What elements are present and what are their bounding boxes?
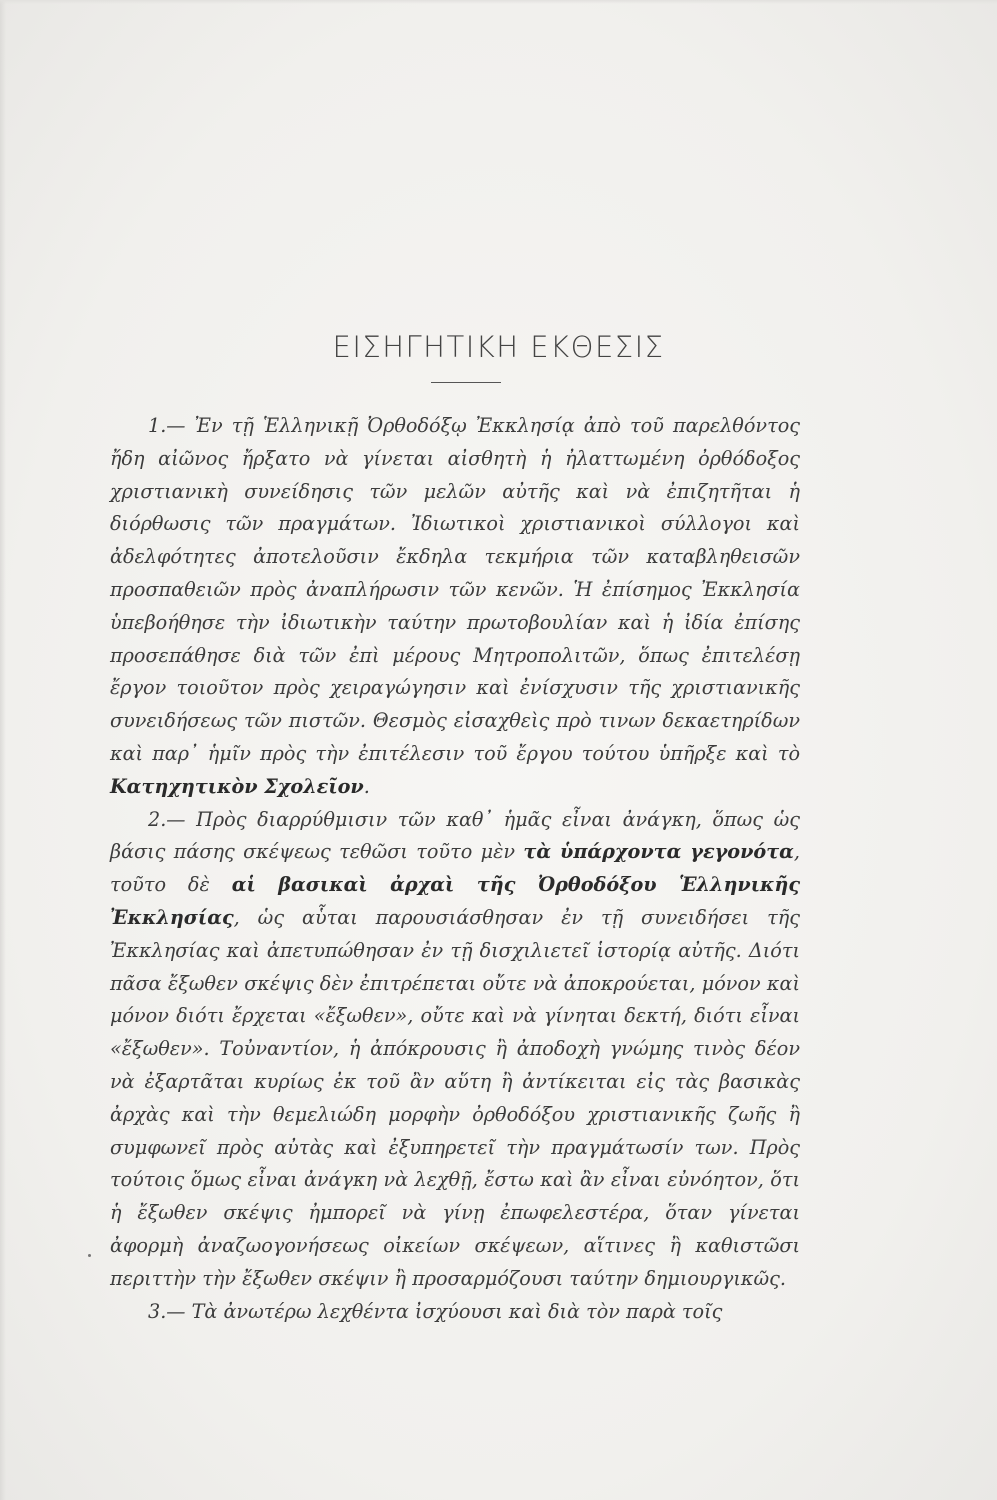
paragraph-2 [110,804,800,1296]
paragraph-text: Τὰ ἀνωτέρω λεχθέντα ἰσχύουσι καὶ διὰ τὸν παρὰ τοῖς [191,1299,723,1323]
paragraph-text: , ὡς αὗται παρουσιάσθησαν ἐν τῇ συνειδήσει τῆς Ἐκκλησίας καὶ ἀπετυπώθησαν ἐν τῇ δισχιλιετεῖ ἱστορίᾳ αὐτῆς. Διότι πᾶσα ἔξωθεν σκέψις δὲν ἐπιτρέπεται οὔτε νὰ ἀποκρούεται, μόνον καὶ μόνον διότι ἔρχεται «ἔξωθεν», οὔτε καὶ νὰ γίνηται δεκτή, διότι εἶναι «ἔξωθεν». Τοὐναντίον, ἡ ἀπόκρουσις ἢ ἀποδοχὴ γνώμης τινὸς δέον νὰ ἐξαρτᾶται κυρίως ἐκ τοῦ ἂν αὕτη ἢ ἀντίκειται εἰς τὰς βασικὰς ἀρχὰς καὶ τὴν θεμελιώδη μορφὴν ὀρθοδόξου χριστιανικῆς ζωῆς ἢ συμφωνεῖ πρὸς αὐτὰς καὶ ἐξυπηρετεῖ τὴν πραγμάτωσίν των. Πρὸς τούτοις ὅμως εἶναι ἀνάγκη νὰ λεχθῇ, ἔστω καὶ ἂν εἶναι εὐνόητον, ὅτι ἡ ἔξωθεν σκέψις ἠμπορεῖ νὰ γίνῃ ἐπωφελεστέρα, ὅταν γίνεται ἀφορμὴ ἀναζωογονήσεως οἰκείων σκέψεων, αἵτινες ἢ καθιστῶσι περιττὴν τὴν ἔξωθεν σκέψιν ἢ προσαρμόζουσι ταύτην δημιουργικῶς. [110,905,800,1290]
paragraph-end: . [363,774,370,798]
ink-speck [88,1254,91,1257]
paragraph-text: Πρὸς διαρρύθμισιν τῶν καθ᾽ ἡμᾶς εἶναι ἀνάγκη, ὅπως ὡς βάσις πάσης σκέψεως τεθῶσι τοῦτο μὲν [110,807,800,864]
paragraph-text: , τοῦτο δὲ [110,840,800,897]
paragraph-3 [110,1296,800,1329]
paragraph-1 [110,410,800,804]
page-top-shadow [0,0,997,4]
page-title: ΕΙΣΗΓΗΤΙΚΗ ΕΚΘΕΣΙΣ [332,330,665,364]
paragraph-number: 1.— [148,414,186,437]
body-text [110,410,800,1328]
title-divider [431,382,501,383]
emphasis-text: τὰ ὑπάρχοντα γεγονότα [523,840,794,864]
emphasis-text: Κατηχητικὸν Σχολεῖον [110,774,364,798]
emphasis-text: αἱ βασικαὶ ἀρχαὶ τῆς Ὀρθοδόξου Ἑλληνικῆς Ἐκκλησίας [110,873,801,929]
paragraph-text: Ἐν τῇ Ἑλληνικῇ Ὀρθοδόξῳ Ἐκκλησίᾳ ἀπὸ τοῦ παρελθόντος ἤδη αἰῶνος ἤρξατο νὰ γίνεται αἰσθητὴ ἡ ἠλαττωμένη ὀρθόδοξος χριστιανικὴ συνείδησις τῶν μελῶν αὐτῆς καὶ νὰ ἐπιζητῆται ἡ διόρθωσις τῶν πραγμάτων. Ἰδιωτικοὶ χριστιανικοὶ σύλλογοι καὶ ἀδελφότητες ἀποτελοῦσιν ἔκδηλα τεκμήρια τῶν καταβληθεισῶν προσπαθειῶν πρὸς ἀναπλήρωσιν τῶν κενῶν. Ἡ ἐπίσημος Ἐκκλησία ὑπεβοήθησε τὴν ἰδιωτικὴν ταύτην πρωτοβουλίαν καὶ ἡ ἰδία ἐπίσης προσεπάθησε διὰ τῶν ἐπὶ μέρους Μητροπολιτῶν, ὅπως ἐπιτελέσῃ ἔργον τοιοῦτον πρὸς χειραγώγησιν καὶ ἐνίσχυσιν τῆς χριστιανικῆς συνειδήσεως τῶν πιστῶν. Θεσμὸς εἰσαχθεὶς πρὸ τινων δεκαετηρίδων καὶ παρ᾽ ἡμῖν πρὸς τὴν ἐπιτέλεσιν τοῦ ἔργου τούτου ὑπῆρξε καὶ τὸ [110,414,800,765]
page-edge-shadow [0,0,6,1500]
paragraph-number: 2.— [148,807,186,831]
paragraph-number: 3.— [148,1299,186,1323]
